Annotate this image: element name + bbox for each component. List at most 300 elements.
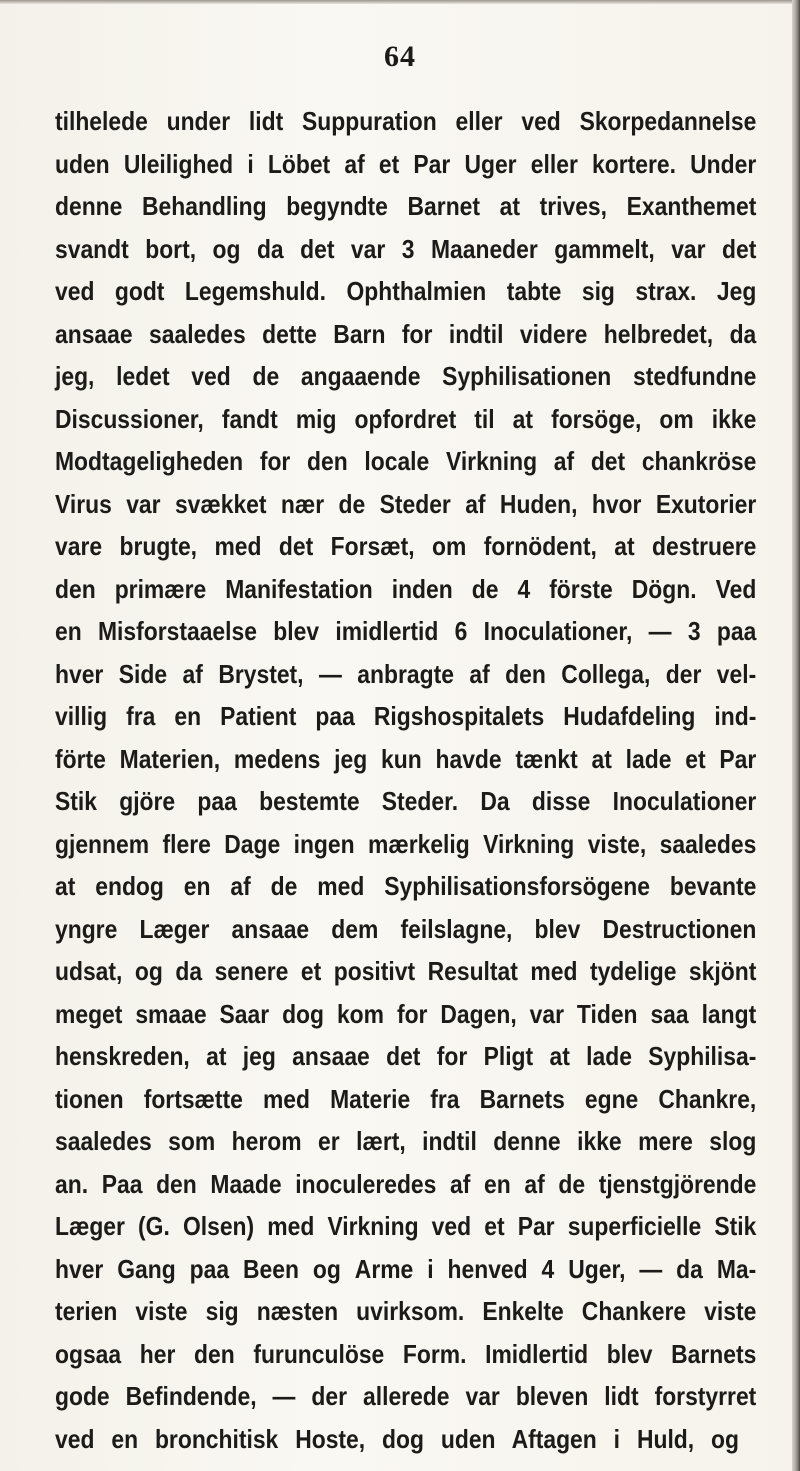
- word: locale: [364, 446, 430, 476]
- word: dem: [331, 913, 379, 944]
- word: superficielle: [567, 1211, 702, 1241]
- text-line: [55, 1120, 756, 1163]
- word: ved: [431, 1211, 472, 1241]
- word: Huden,: [499, 488, 578, 519]
- text-line: [55, 313, 756, 356]
- word: som: [168, 1126, 216, 1156]
- word: af: [344, 148, 365, 179]
- word: Uleilighed: [123, 148, 234, 179]
- word: an.: [55, 1168, 89, 1199]
- word: til: [474, 403, 495, 434]
- word: de: [252, 361, 280, 391]
- word: tjenstgjörende: [598, 1168, 757, 1199]
- word: (G.: [138, 1211, 170, 1241]
- word: i: [427, 1253, 434, 1284]
- word: 4: [517, 573, 531, 604]
- word: smaae: [135, 998, 207, 1029]
- word: medens: [233, 743, 321, 774]
- word: den: [55, 573, 96, 604]
- word: positivt: [333, 956, 416, 986]
- word: ind-: [714, 701, 757, 731]
- word: furunculöse: [253, 1338, 385, 1369]
- word: tænkt: [515, 743, 578, 774]
- word: Barnet: [407, 191, 481, 221]
- word: og: [312, 1253, 341, 1284]
- word: at: [206, 1041, 227, 1071]
- word: om: [431, 531, 467, 561]
- word: var: [350, 233, 386, 264]
- word: Uger,: [568, 1253, 626, 1284]
- word: Destructionen: [602, 913, 757, 944]
- word: kom: [336, 998, 385, 1029]
- word: Pligt: [483, 1041, 534, 1071]
- word: gjennem: [55, 828, 150, 859]
- word: langt: [701, 998, 757, 1029]
- word: förste: [549, 573, 613, 604]
- text-line: [55, 950, 756, 993]
- word: inoculeredes: [295, 1168, 437, 1199]
- word: chankröse: [641, 446, 757, 476]
- word: Hudafdeling: [563, 701, 696, 731]
- word: var: [529, 998, 564, 1029]
- text-line: [55, 865, 756, 908]
- word: Misforstaaelse: [97, 616, 257, 646]
- word: Forsæt,: [330, 531, 415, 561]
- word: af: [469, 658, 490, 689]
- word: det: [722, 233, 757, 264]
- word: lidt: [248, 106, 284, 136]
- word: en: [183, 871, 211, 901]
- word: gode: [55, 1381, 110, 1411]
- word: Virus: [55, 488, 112, 519]
- word: videre: [519, 318, 588, 349]
- word: —: [639, 1253, 663, 1284]
- word: et: [484, 1211, 505, 1241]
- word: sig: [205, 1296, 239, 1326]
- word: lade: [586, 1041, 632, 1071]
- word: forsöge,: [551, 403, 642, 434]
- word: Da: [480, 786, 510, 816]
- word: Dögn.: [631, 573, 697, 604]
- word: Form.: [402, 1338, 467, 1369]
- word: da: [729, 318, 757, 349]
- word: Enkelte: [482, 1296, 564, 1326]
- word: kun: [381, 743, 422, 774]
- word: vare: [55, 531, 103, 561]
- word: af: [182, 658, 203, 689]
- word: denne: [55, 191, 123, 221]
- word: ansaae: [231, 913, 310, 944]
- word: yngre: [55, 913, 118, 944]
- word: at: [499, 191, 520, 221]
- word: Syphilisa-: [648, 1041, 757, 1071]
- word: anbragte: [357, 658, 454, 689]
- word: af: [465, 488, 486, 519]
- word: eller: [455, 106, 503, 136]
- word: stedfundne: [633, 361, 757, 391]
- page-top-edge: [0, 0, 800, 4]
- word: at: [614, 531, 635, 561]
- word: Jeg: [716, 276, 757, 306]
- word: Patient: [220, 701, 297, 731]
- word: svækket: [174, 488, 267, 519]
- word: Suppuration: [302, 106, 437, 136]
- text-line: [55, 738, 756, 781]
- word: mere: [638, 1126, 693, 1156]
- word: disse: [531, 786, 591, 816]
- word: Rigshospitalets: [373, 701, 545, 731]
- text-line: [55, 568, 756, 611]
- text-line: [55, 653, 756, 696]
- text-line: [55, 780, 756, 823]
- word: begyndte: [286, 191, 388, 221]
- text-line: ved en bronchitisk Hoste, dog uden Aftagen i Huld, og: [55, 1423, 740, 1454]
- word: Saar: [219, 998, 270, 1029]
- word: ikke: [711, 403, 757, 434]
- word: af: [450, 1168, 471, 1199]
- word: indtil: [422, 1126, 477, 1156]
- word: Par: [517, 1211, 555, 1241]
- word: Syphilisationen: [442, 361, 612, 391]
- word: Materie: [330, 1083, 411, 1114]
- text-line: [55, 525, 756, 568]
- word: Virkning: [445, 446, 538, 476]
- word: Exutorier: [655, 488, 757, 519]
- word: tionen: [55, 1083, 124, 1114]
- word: gammelt,: [554, 233, 655, 264]
- word: Barnets: [479, 1083, 565, 1114]
- word: Par: [413, 148, 451, 179]
- word: destruere: [652, 531, 757, 561]
- word: de: [558, 1168, 586, 1199]
- word: Discussioner,: [55, 403, 204, 434]
- word: Inoculationer,: [483, 616, 633, 646]
- word: Dagen,: [440, 998, 517, 1029]
- text-line: [55, 1035, 756, 1078]
- word: af: [524, 1168, 545, 1199]
- word: meget: [55, 998, 123, 1029]
- word: jeg: [334, 743, 368, 774]
- word: bort,: [145, 233, 197, 264]
- text-line: [55, 185, 756, 228]
- word: 3: [401, 233, 415, 264]
- word: jeg: [242, 1041, 276, 1071]
- word: en: [484, 1168, 511, 1199]
- text-line: [55, 143, 756, 186]
- word: de: [270, 871, 298, 901]
- word: opfordret: [354, 403, 457, 434]
- word: 4: [541, 1253, 555, 1284]
- word: for: [436, 1041, 468, 1071]
- word: svandt: [55, 233, 129, 264]
- word: feilslagne,: [400, 913, 513, 944]
- word: var: [671, 233, 706, 264]
- word: under: [166, 106, 231, 136]
- word: Brystet,: [218, 658, 304, 689]
- word: trives,: [539, 191, 608, 221]
- word: fra: [430, 1083, 460, 1114]
- word: Virkning: [327, 1211, 419, 1241]
- word: den: [194, 1338, 235, 1369]
- word: Ophthalmien: [346, 276, 487, 306]
- word: Chankre,: [658, 1083, 757, 1114]
- word: förte: [55, 743, 106, 774]
- word: paa: [315, 701, 355, 731]
- word: viste,: [587, 828, 647, 859]
- word: blev: [534, 913, 581, 944]
- word: saa: [650, 998, 689, 1029]
- word: uvirksom.: [356, 1296, 465, 1326]
- word: 6: [454, 616, 468, 646]
- word: Steder: [379, 488, 451, 519]
- word: Resultat: [427, 956, 518, 986]
- word: Inoculationer: [612, 786, 757, 816]
- word: mig: [295, 403, 337, 434]
- word: bevante: [669, 871, 757, 901]
- word: ansaae: [292, 1041, 370, 1071]
- text-line: [55, 1248, 756, 1291]
- word: tydelige: [589, 956, 677, 986]
- text-line: [55, 398, 756, 441]
- word: de: [338, 488, 366, 519]
- word: fra: [126, 701, 156, 731]
- word: det: [278, 531, 314, 561]
- word: da: [256, 233, 284, 264]
- word: senere: [214, 956, 289, 986]
- word: lært,: [356, 1126, 406, 1156]
- word: strax.: [635, 276, 697, 306]
- word: eller: [530, 148, 578, 179]
- text-line: [55, 695, 756, 738]
- word: da: [676, 1253, 703, 1284]
- word: henved: [447, 1253, 528, 1284]
- text-line: [55, 993, 756, 1036]
- word: endog: [95, 871, 164, 901]
- word: var: [465, 1381, 500, 1411]
- word: af: [230, 871, 251, 901]
- word: tabte: [506, 276, 562, 306]
- word: af: [553, 446, 575, 476]
- word: saaledes: [149, 318, 246, 349]
- word: imidlertid: [335, 616, 439, 646]
- word: blev: [273, 616, 320, 646]
- word: sig: [581, 276, 615, 306]
- word: med: [262, 1083, 310, 1114]
- word: egne: [584, 1083, 639, 1114]
- text-line: [55, 228, 756, 271]
- word: i: [247, 148, 254, 179]
- word: Barnets: [671, 1338, 757, 1369]
- text-line: [55, 1078, 756, 1121]
- word: —: [648, 616, 672, 646]
- word: var: [126, 488, 161, 519]
- word: —: [318, 658, 342, 689]
- word: for: [396, 998, 428, 1029]
- word: næsten: [256, 1296, 339, 1326]
- word: et: [378, 148, 400, 179]
- word: ved: [521, 106, 561, 136]
- word: ikke: [577, 1126, 622, 1156]
- word: saaledes: [659, 828, 757, 859]
- word: der: [311, 1381, 348, 1411]
- word: Side: [118, 658, 168, 689]
- word: saaledes: [55, 1126, 152, 1156]
- word: Læger: [55, 1211, 125, 1241]
- word: helbredet,: [603, 318, 714, 349]
- word: hver: [55, 1253, 104, 1284]
- word: her: [139, 1338, 176, 1369]
- word: at: [591, 743, 612, 774]
- word: for: [259, 446, 291, 476]
- word: viste: [704, 1296, 757, 1326]
- page-binding-edge: [792, 0, 800, 1471]
- word: Skorpedannelse: [579, 106, 757, 136]
- word: den: [505, 658, 546, 689]
- word: Exanthemet: [626, 191, 757, 221]
- word: en: [174, 701, 202, 731]
- word: om: [659, 403, 694, 434]
- word: ved: [55, 276, 95, 306]
- word: viste: [135, 1296, 188, 1326]
- word: Befindende,: [125, 1381, 257, 1411]
- word: allerede: [363, 1381, 450, 1411]
- text-line: [55, 355, 756, 398]
- text-line: [55, 1290, 756, 1333]
- word: Legemshuld.: [184, 276, 326, 306]
- word: angaaende: [300, 361, 421, 391]
- word: ansaae: [55, 318, 133, 349]
- word: bleven: [515, 1381, 589, 1411]
- word: Olsen): [182, 1211, 255, 1241]
- word: vel-: [716, 658, 757, 689]
- word: med: [317, 871, 365, 901]
- word: Læger: [139, 913, 210, 944]
- text-line: [55, 270, 756, 313]
- word: fandt: [221, 403, 278, 434]
- word: Modtageligheden: [55, 446, 244, 476]
- text-line: [55, 1163, 756, 1206]
- word: Collega,: [561, 658, 651, 689]
- word: Maade: [210, 1168, 282, 1199]
- word: for: [401, 318, 433, 349]
- word: den: [307, 446, 348, 476]
- word: Imidlertid: [485, 1338, 589, 1369]
- word: Paa: [101, 1168, 143, 1199]
- word: Materien,: [119, 743, 221, 774]
- word: bestemte: [259, 786, 360, 816]
- word: det: [300, 233, 335, 264]
- word: gjöre: [119, 786, 176, 816]
- word: med: [267, 1211, 315, 1241]
- word: den: [156, 1168, 197, 1199]
- word: godt: [114, 276, 165, 306]
- word: denne: [493, 1126, 561, 1156]
- word: 3: [687, 616, 701, 646]
- word: havde: [435, 743, 502, 774]
- word: dette: [262, 318, 317, 349]
- word: fornödent,: [483, 531, 597, 561]
- word: Ma-: [716, 1253, 757, 1284]
- word: og: [212, 233, 241, 264]
- word: Stik: [714, 1211, 757, 1241]
- word: lade: [625, 743, 672, 774]
- word: Gang: [117, 1253, 176, 1284]
- text-line: [55, 440, 756, 483]
- word: det: [386, 1041, 421, 1071]
- word: Steder.: [381, 786, 459, 816]
- word: Under: [690, 148, 757, 179]
- word: primære: [114, 573, 207, 604]
- word: jeg,: [55, 361, 95, 391]
- word: Arme: [354, 1253, 414, 1284]
- word: blev: [606, 1338, 653, 1369]
- word: at: [549, 1041, 570, 1071]
- word: med: [214, 531, 262, 561]
- text-line: [55, 610, 756, 653]
- word: Stik: [55, 786, 97, 816]
- word: slog: [709, 1126, 757, 1156]
- word: tilhelede: [55, 106, 148, 136]
- word: paa: [197, 786, 237, 816]
- word: ledet: [116, 361, 170, 391]
- word: terien: [55, 1296, 118, 1326]
- word: indtil: [448, 318, 504, 349]
- word: hver: [55, 658, 104, 689]
- word: herom: [231, 1126, 302, 1156]
- word: Dage: [224, 828, 281, 859]
- word: paa: [716, 616, 757, 646]
- word: og: [134, 956, 163, 986]
- word: et: [685, 743, 706, 774]
- word: mærkelig: [368, 828, 470, 859]
- word: paa: [189, 1253, 230, 1284]
- text-line: [55, 1375, 756, 1418]
- word: forstyrret: [654, 1381, 757, 1411]
- word: brugte,: [119, 531, 198, 561]
- word: inden: [391, 573, 453, 604]
- word: med: [530, 956, 578, 986]
- word: lidt: [604, 1381, 639, 1411]
- word: Uger: [464, 148, 517, 179]
- word: henskreden,: [55, 1041, 190, 1071]
- word: fortsætte: [143, 1083, 243, 1114]
- word: Virkning: [483, 828, 575, 859]
- text-line: [55, 1333, 756, 1376]
- text-line: [55, 483, 756, 526]
- body-text: [55, 100, 757, 1460]
- word: de: [471, 573, 499, 604]
- word: Manifestation: [225, 573, 373, 604]
- word: Par: [719, 743, 757, 774]
- word: at: [55, 871, 76, 901]
- text-line: [55, 100, 756, 143]
- word: udsat,: [55, 956, 123, 986]
- word: ved: [191, 361, 231, 391]
- word: villig: [55, 701, 108, 731]
- word: —: [272, 1381, 296, 1411]
- word: Maaneder: [430, 233, 538, 264]
- text-line: [55, 823, 756, 866]
- word: flere: [162, 828, 211, 859]
- word: nær: [280, 488, 325, 519]
- word: at: [512, 403, 534, 434]
- page-number: 64: [384, 40, 416, 73]
- word: da: [175, 956, 203, 986]
- word: et: [300, 956, 322, 986]
- word: ogsaa: [55, 1338, 122, 1369]
- text-line: [55, 1205, 756, 1248]
- word: ingen: [293, 828, 355, 859]
